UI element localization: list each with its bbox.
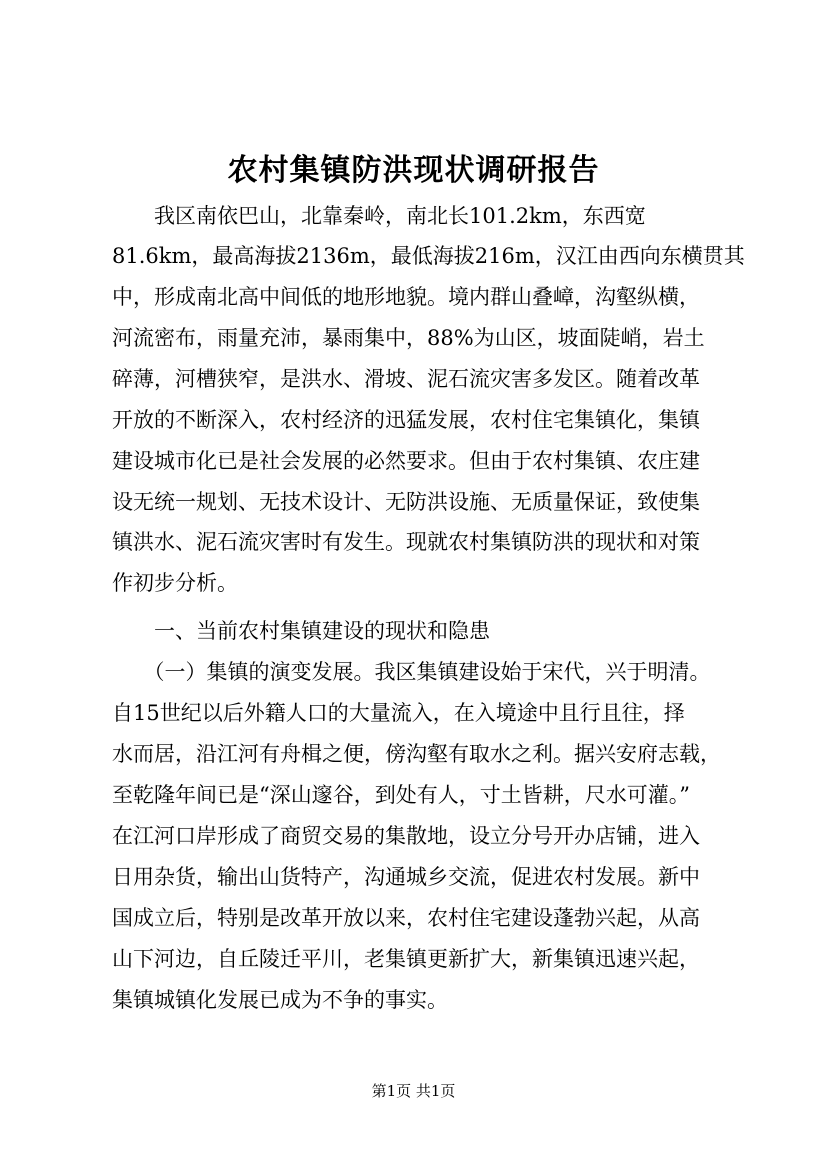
text-line: 镇洪水、泥石流灾害时有发生。现就农村集镇防洪的现状和对策: [112, 530, 700, 554]
text-line: 81.6km，最高海拔2136m，最低海拔216m，汉江由西向东横贯其: [112, 244, 745, 268]
text-line: 开放的不断深入，农村经济的迅猛发展，农村住宅集镇化，集镇: [112, 408, 700, 432]
text-line: 山下河边，自丘陵迁平川，老集镇更新扩大，新集镇迅速兴起，: [112, 947, 700, 971]
text-line: 我区南依巴山，北靠秦岭，南北长101.2km，东西宽: [112, 204, 646, 228]
text-line: 集镇城镇化发展已成为不争的事实。: [112, 988, 448, 1012]
text-line: 河流密布，雨量充沛，暴雨集中，88%为山区，坡面陡峭，岩土: [112, 326, 705, 350]
section-heading: 一、当前农村集镇建设的现状和隐患: [112, 619, 490, 643]
page-footer: 第1页 共1页: [371, 1082, 456, 1100]
text-line: 在江河口岸形成了商贸交易的集散地，设立分号开办店铺，进入: [112, 824, 700, 848]
document-title: 农村集镇防洪现状调研报告: [227, 153, 600, 188]
text-line: 水而居，沿江河有舟楫之便，傍沟壑有取水之利。据兴安府志载，: [112, 742, 721, 766]
text-line: 建设城市化已是社会发展的必然要求。但由于农村集镇、农庄建: [112, 449, 700, 473]
text-line: 中，形成南北高中间低的地形地貌。境内群山叠嶂，沟壑纵横，: [112, 285, 700, 309]
subsection-line: （一）集镇的演变发展。我区集镇建设始于宋代，兴于明清。: [112, 660, 711, 684]
text-line: 碎薄，河槽狭窄，是洪水、滑坡、泥石流灾害多发区。随着改革: [112, 367, 700, 391]
text-line: 设无统一规划、无技术设计、无防洪设施、无质量保证，致使集: [112, 490, 700, 514]
text-line: 作初步分析。: [112, 571, 238, 595]
text-line: 国成立后，特别是改革开放以来，农村住宅建设蓬勃兴起，从高: [112, 906, 700, 930]
text-line: 自15世纪以后外籍人口的大量流入，在入境途中且行且往，择: [112, 701, 685, 725]
text-line: 至乾隆年间已是“深山邃谷，到处有人，寸土皆耕，尺水可灌。”: [112, 783, 690, 807]
text-line: 日用杂货，输出山货特产，沟通城乡交流，促进农村发展。新中: [112, 865, 700, 889]
